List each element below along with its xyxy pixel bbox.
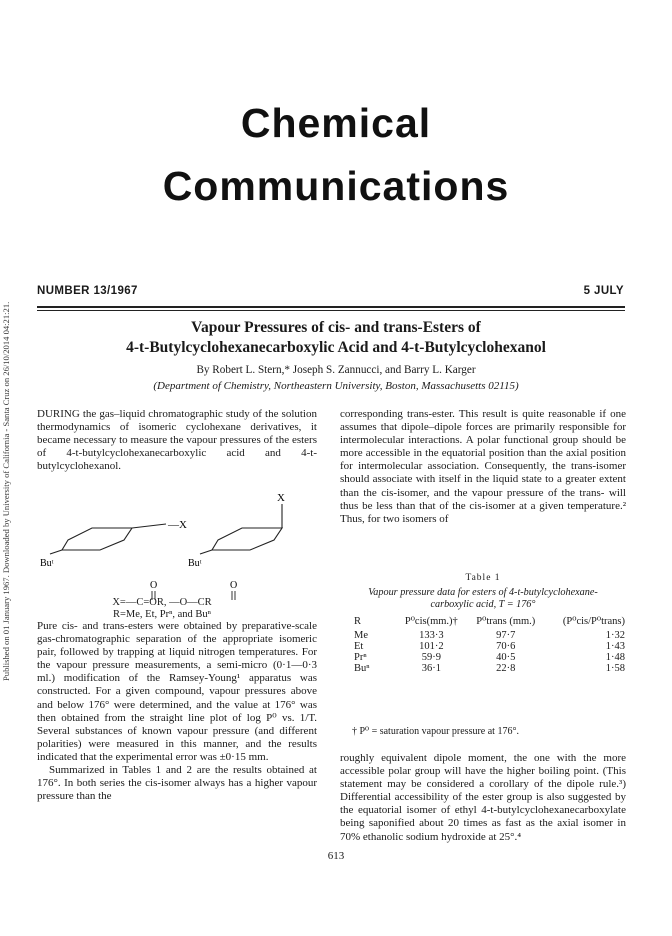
col-header: P⁰cis(mm.)† [404,616,458,627]
header-rule-thin [37,310,625,311]
bond-x-left [132,524,166,528]
table-row [352,641,627,652]
structure-caption-line1: X=—C=OR, —O—CR [112,597,212,608]
paragraph: Pure cis- and trans-esters were obtained by preparative-scale gas-chromatographic separation of the appropriate isomeric pair, followed by trapping at liquid nitrogen temperatures. For the vapour pressure measurements, a semi-micro (0·1—0·3 ml.) modification of the Ramsey-Young¹ apparatus was constructed. For a given compound, vapour pressures above and below 176° were determined, and the value at 176° was then obtained from the straight line plot of log P⁰ vs. 1/T. Several substances of known vapour pressure (and different polarities) were measured in this manner, and the results indicated that the experimental error was ±0·15 mm. [37,620,317,763]
page-number: 613 [327,850,345,862]
article-title-line1: Vapour Pressures of cis- and trans-Esters of [191,319,481,336]
table-cell: 97·7 [496,630,516,641]
col-header: (P⁰cis/P⁰trans) [562,616,625,627]
table-caption [340,587,626,611]
table-header-row [352,616,627,630]
substituent-x-left: —X [168,519,187,531]
vapour-pressure-table [352,616,627,674]
paragraph: roughly equivalent dipole moment, the one with the more accessible polar group will have the higher boiling point. (This statement may be considered a corollary of the dipole rule.³) Differential accessibility of the ester group is also suggested by the equatorial isomer of ethyl 4-t-butylcyclohexanecarboxylate being saponified about 20 times as fast as the axial isomer in 70% ethanolic sodium hydroxide at 25°.⁴ [340,752,626,843]
journal-title-line2: Communications [162,163,510,209]
table-caption-line1: Vapour pressure data for esters of 4-t-butylcyclohexane- [368,587,598,598]
table-cell: 133·3 [419,630,444,641]
structure-caption [37,597,287,620]
chair-ring-right [212,528,282,550]
body-left-bottom [37,620,317,803]
paragraph: corresponding trans-ester. This result is quite reasonable if one assumes that dipole–dipole forces are primarily responsible for intermolecular interactions. A polar functional group should be more accessible in the equatorial position than the axial position for intermolecular association. Consequently, the trans-isomer should associate with itself in the liquid state to a greater extent than the cis-isomer, and the vapour pressure of the trans- will thus be less than that of the cis-isomer at a given temperature.² Thus, for two isomers of [340,408,626,525]
substituent-x-right: X [277,492,285,504]
paragraph: Summarized in Tables 1 and 2 are the results obtained at 176°. In both series the cis-isomer always has a higher vapour pressure than the [37,764,317,803]
col-header: R [354,616,362,627]
body-right-top [340,408,626,526]
table-cell: Buⁿ [354,663,370,674]
table-cell: 40·5 [496,652,516,663]
table-cell: 70·6 [496,641,516,652]
bond-but-right [200,550,212,554]
bond-but-left [50,550,62,554]
journal-title-line1: Chemical [240,100,432,146]
issue-number: NUMBER 13/1967 [37,285,138,297]
structure-caption-line2: R=Me, Et, Prⁿ, and Buⁿ [113,608,211,620]
article-title-line2: 4-t-Butylcyclohexanecarboxylic Acid and 4-t-Butylcyclohexanol [126,339,546,356]
download-watermark: Published on 01 January 1967. Downloaded by University of California - Santa Cruz on 26/10/2014 04:21:21. [1,301,11,681]
table-cell: 101·2 [419,641,444,652]
table-cell: 1·48 [605,652,625,663]
table-row [352,663,627,674]
but-label-right: Buᵗ [188,558,202,569]
chair-ring-left [62,528,132,550]
body-left-top [37,408,317,473]
table-cell: 59·9 [421,652,441,663]
col-header: P⁰trans (mm.) [476,616,536,627]
table-row [352,630,627,641]
table-footnote: † P⁰ = saturation vapour pressure at 176°. [352,726,519,737]
cyclohexane-structure-diagram [40,492,310,602]
article-affiliation: (Department of Chemistry, Northeastern University, Boston, Massachusetts 02115) [153,380,519,392]
table-cell: Et [354,641,364,652]
table-cell: Prⁿ [354,652,367,663]
carbonyl-o-2: O [230,580,238,591]
table-cell: 1·43 [605,641,625,652]
paragraph: DURING the gas–liquid chromatographic study of the solution thermodynamics of isomeric cyclohexane derivatives, it became necessary to measure the vapour pressures of the esters of 4-t-butylcyclohexanecarboxylic acid and 4-t-butylcyclohexanol. [37,408,317,473]
table-cell: 36·1 [421,663,441,674]
table-caption-line2: carboxylic acid, T = 176° [430,599,536,610]
article-authors: By Robert L. Stern,* Joseph S. Zannucci, and Barry L. Karger [196,364,476,376]
header-rule-thick [37,306,625,308]
table-cell: 1·32 [605,630,625,641]
table-cell: Me [354,630,368,641]
table-row [352,652,627,663]
issue-date: 5 JULY [583,285,624,297]
body-right-bottom [340,752,626,844]
carbonyl-o-1: O [150,580,158,591]
table-label: Table 1 [465,573,501,583]
table-cell: 22·8 [496,663,516,674]
but-label-left: Buᵗ [40,558,54,569]
table-cell: 1·58 [605,663,625,674]
